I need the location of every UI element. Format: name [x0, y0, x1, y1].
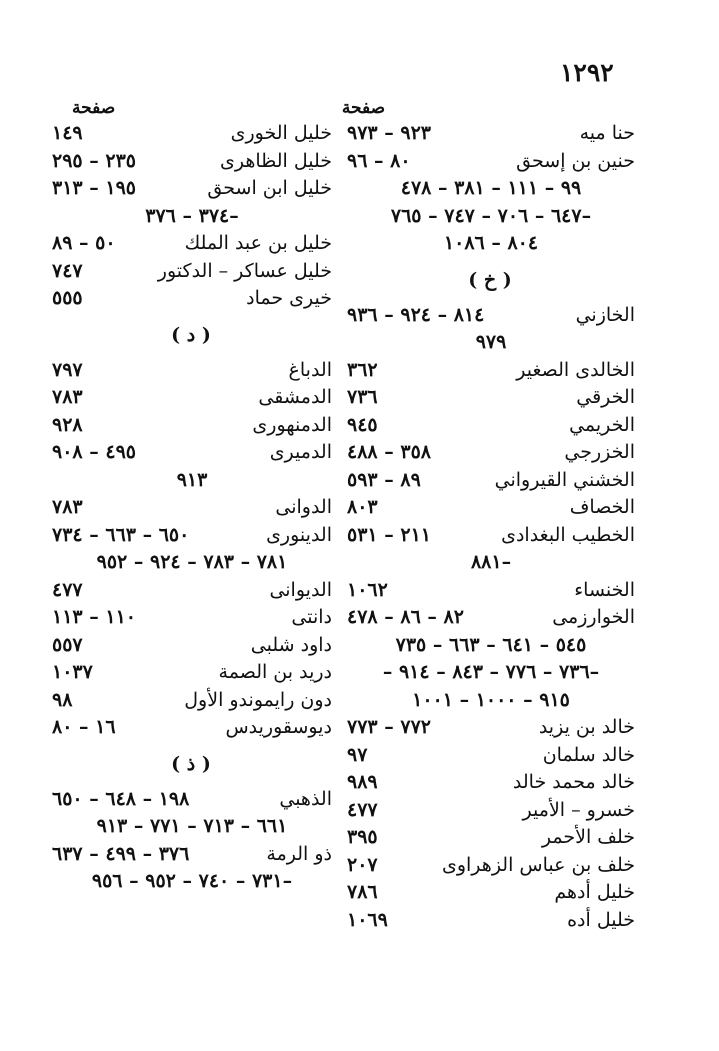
- index-continuation-row: [50, 467, 332, 495]
- index-entry: [345, 467, 635, 495]
- index-entry: [50, 687, 332, 715]
- section-letter-heading: ( د ): [171, 323, 211, 346]
- entry-pages: ١٠٦٢: [347, 578, 388, 601]
- index-entry: [50, 384, 332, 412]
- entry-name: الخزرجي: [564, 441, 635, 463]
- entry-name: خالد محمد خالد: [512, 771, 635, 793]
- entry-pages: ١١٠ – ١١٣: [52, 606, 136, 628]
- index-entry: [50, 120, 332, 148]
- entry-pages: ٧٨٣: [52, 496, 83, 518]
- entry-name: خالد سلمان: [542, 743, 635, 766]
- entry-name: دانتى: [291, 606, 332, 628]
- entry-name: الدينورى: [266, 523, 332, 546]
- index-entry: [50, 148, 332, 176]
- entry-pages: –٧٣١ – ٧٤٠ – ٩٥٢ – ٩٥٦: [91, 870, 293, 892]
- index-entry: [345, 769, 635, 797]
- entry-pages: ٦٦١ – ٧١٣ – ٧٧١ – ٩١٣: [96, 815, 288, 837]
- entry-pages: ٨٢ – ٨٦ – ٤٧٨: [347, 606, 464, 628]
- entry-pages: ٨٠ – ٩٦: [347, 149, 411, 172]
- index-entry: [345, 742, 635, 770]
- entry-pages: ٥٥٥: [52, 287, 83, 309]
- index-entry: [50, 577, 332, 605]
- entry-name: الخنساء: [574, 578, 635, 601]
- entry-pages: ٧٤٧: [52, 259, 83, 282]
- index-entry: [345, 302, 635, 330]
- entry-pages: ٧٩٧: [52, 358, 83, 381]
- entry-pages: ٨١٤ – ٩٢٤ – ٩٣٦: [347, 303, 485, 326]
- entry-name: خليل بن عبد الملك: [184, 232, 332, 254]
- index-continuation-row: [345, 687, 635, 715]
- entry-name: حنا ميه: [579, 122, 635, 144]
- entry-pages: ٦٥٠ – ٦٦٣ – ٧٣٤: [52, 523, 190, 546]
- index-entry: [345, 852, 635, 880]
- index-entries-left: [50, 120, 332, 896]
- entry-name: ديوسقوريدس: [225, 716, 332, 738]
- entry-name: خليل أده: [567, 908, 635, 931]
- index-entry: [50, 522, 332, 550]
- entry-pages: ٩١٣: [176, 468, 208, 491]
- entry-pages: ٩٨: [52, 688, 73, 711]
- index-entry: [50, 786, 332, 814]
- index-continuation-row: [50, 203, 332, 231]
- entry-pages: –٨٨١: [470, 551, 512, 573]
- section-letter-heading: ( ذ ): [171, 752, 211, 775]
- index-entry: [345, 412, 635, 440]
- index-continuation-row: [345, 329, 635, 357]
- entry-pages: ٧٣٦: [347, 386, 378, 408]
- entry-pages: ٣٩٥: [347, 826, 378, 848]
- index-entry: [50, 412, 332, 440]
- entry-pages: ٩٩ – ١١١ – ٣٨١ – ٤٧٨: [400, 177, 582, 199]
- entry-pages: ٥٠ – ٨٩: [52, 232, 116, 254]
- page-number: ١٢٩٢: [560, 58, 614, 87]
- entry-pages: ٧٧٢ – ٧٧٣: [347, 716, 431, 738]
- entry-pages: ٣٦٢: [347, 358, 378, 381]
- entry-name: خليل ابن اسحق: [207, 177, 332, 199]
- page-column-header: صفحة: [72, 98, 116, 118]
- entry-name: خلف بن عباس الزهراوى: [441, 853, 635, 876]
- index-entry: [50, 632, 332, 660]
- index-continuation-row: [345, 230, 635, 258]
- entry-pages: ٥٥٧: [52, 633, 83, 656]
- index-entry: [345, 797, 635, 825]
- entry-pages: ٩٢٨: [52, 413, 83, 436]
- index-continuation-row: [345, 549, 635, 577]
- entry-pages: ٧٨١ – ٧٨٣ – ٩٢٤ – ٩٥٢: [96, 551, 288, 573]
- entry-pages: ٢٠٧: [347, 853, 378, 876]
- index-continuation-row: [345, 632, 635, 660]
- entry-pages: ٥٤٥ – ٦٤١ – ٦٦٣ – ٧٣٥: [395, 633, 587, 656]
- entry-pages: ١٦ – ٨٠: [52, 716, 116, 738]
- entry-pages: ٤٧٧: [52, 578, 83, 601]
- entry-name: دريد بن الصمة: [218, 661, 332, 683]
- index-entry: [345, 522, 635, 550]
- entry-name: الدمشقى: [258, 386, 332, 408]
- index-entries-right: [345, 120, 635, 934]
- entry-pages: –٧٣٦ – ٧٧٦ – ٨٤٣ – ٩١٤ –: [382, 661, 600, 683]
- index-entry: [345, 148, 635, 176]
- entry-pages: ٧٨٣: [52, 386, 83, 408]
- entry-name: الخشني القيرواني: [494, 468, 635, 491]
- entry-name: دون رايموندو الأول: [184, 688, 332, 711]
- entry-pages: ١٠٣٧: [52, 661, 93, 683]
- entry-pages: ٣٧٦ – ٤٩٩ – ٦٣٧: [52, 842, 190, 865]
- entry-pages: ٨٠٣: [347, 496, 378, 518]
- entry-name: خليل الخورى: [230, 122, 332, 144]
- index-continuation-row: [345, 203, 635, 231]
- section-letter-heading: ( خ ): [468, 268, 512, 291]
- index-entry: [345, 604, 635, 632]
- entry-name: خيرى حماد: [246, 287, 332, 309]
- index-column-right: [341, 96, 635, 934]
- entry-name: الخصاف: [569, 496, 635, 518]
- index-entry: [345, 439, 635, 467]
- entry-pages: ١٩٥ – ٣١٣: [52, 177, 136, 199]
- entry-pages: ٩٢٣ – ٩٧٣: [347, 122, 431, 144]
- index-entry: [345, 494, 635, 522]
- entry-pages: ٣٥٨ – ٤٨٨: [347, 441, 431, 463]
- entry-name: الذهبي: [279, 787, 332, 810]
- entry-pages: ٤٧٧: [347, 798, 378, 821]
- index-entry: [50, 494, 332, 522]
- index-entry: [345, 384, 635, 412]
- entry-name: الديوانى: [269, 578, 332, 601]
- index-entry: [345, 907, 635, 935]
- entry-pages: –٦٤٧ – ٧٠٦ – ٧٤٧ – ٧٦٥: [390, 204, 592, 227]
- index-continuation-row: [345, 175, 635, 203]
- entry-name: خليل أدهم: [554, 881, 635, 903]
- index-entry: [345, 357, 635, 385]
- entry-pages: ٢١١ – ٥٣١: [347, 523, 431, 546]
- entry-name: الخطيب البغدادى: [501, 523, 635, 546]
- entry-name: خلف الأحمر: [541, 826, 635, 848]
- entry-name: حنين بن إسحق: [516, 149, 635, 172]
- index-entry: [50, 439, 332, 467]
- entry-name: خالد بن يزيد: [538, 716, 635, 738]
- index-entry: [50, 841, 332, 869]
- index-entry: [50, 258, 332, 286]
- entry-pages: ٨٠٤ – ١٠٨٦: [443, 232, 539, 254]
- index-continuation-row: [50, 549, 332, 577]
- entry-pages: ١٠٦٩: [347, 908, 388, 931]
- index-entry: [50, 659, 332, 687]
- entry-pages: –٣٧٤ – ٣٧٦: [145, 204, 239, 227]
- index-entry: [345, 824, 635, 852]
- index-continuation-row: [50, 813, 332, 841]
- entry-name: الخالدى الصغير: [516, 358, 635, 381]
- entry-name: الخرقي: [576, 386, 635, 408]
- entry-name: خليل الظاهرى: [219, 149, 332, 172]
- entry-name: الخازني: [575, 303, 635, 326]
- entry-name: الدمنهورى: [252, 413, 332, 436]
- index-entry: [50, 714, 332, 742]
- page-column-header: صفحة: [341, 98, 385, 118]
- entry-pages: ٩٧٩: [475, 331, 507, 353]
- index-entry: [50, 175, 332, 203]
- index-entry: [345, 120, 635, 148]
- entry-pages: ٨٩ – ٥٩٣: [347, 468, 421, 491]
- entry-name: الدباغ: [288, 358, 332, 381]
- entry-pages: ٤٩٥ – ٩٠٨: [52, 441, 136, 463]
- entry-pages: ٩٤٥: [347, 413, 378, 436]
- index-entry: [50, 357, 332, 385]
- index-column-left: [50, 96, 332, 896]
- entry-name: خليل عساكر – الدكتور: [157, 259, 332, 282]
- index-entry: [50, 285, 332, 313]
- entry-name: الدوانى: [275, 496, 332, 518]
- index-entry: [50, 230, 332, 258]
- entry-pages: ٧٨٦: [347, 881, 378, 903]
- entry-pages: ١٤٩: [52, 122, 83, 144]
- index-entry: [345, 577, 635, 605]
- entry-pages: ٩٧: [347, 743, 368, 766]
- entry-name: ذو الرمة: [266, 842, 332, 865]
- entry-name: خسرو – الأمير: [522, 798, 635, 821]
- index-continuation-row: [345, 659, 635, 687]
- entry-name: داود شلبى: [250, 633, 332, 656]
- entry-name: الدميرى: [269, 441, 332, 463]
- entry-pages: ٩١٥ – ١٠٠٠ – ١٠٠١: [412, 688, 570, 711]
- index-continuation-row: [50, 868, 332, 896]
- entry-pages: ١٩٨ – ٦٤٨ – ٦٥٠: [52, 787, 190, 810]
- entry-pages: ٩٨٩: [347, 771, 378, 793]
- index-entry: [345, 879, 635, 907]
- entry-pages: ٢٣٥ – ٢٩٥: [52, 149, 136, 172]
- index-entry: [50, 604, 332, 632]
- index-entry: [345, 714, 635, 742]
- entry-name: الخوارزمى: [552, 606, 635, 628]
- entry-name: الخريمي: [569, 413, 635, 436]
